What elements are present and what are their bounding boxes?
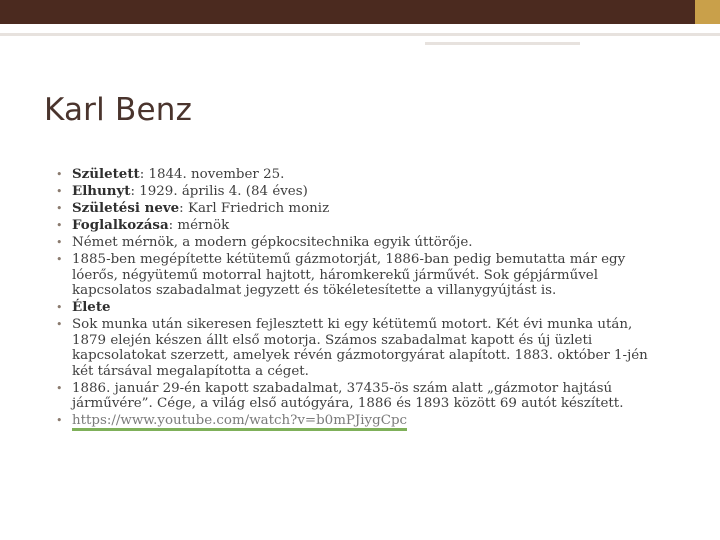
list-item xyxy=(52,235,664,251)
list-item xyxy=(52,184,664,200)
item-label: Foglalkozása xyxy=(72,217,169,233)
decor-stripe xyxy=(0,33,425,36)
item-text: : 1844. november 25. xyxy=(139,167,285,182)
item-text: : 1929. április 4. (84 éves) xyxy=(130,184,308,199)
list-item xyxy=(52,413,664,429)
bullet-icon: • xyxy=(56,318,63,331)
decor-stripe xyxy=(425,42,580,45)
bullet-icon: • xyxy=(56,381,63,395)
slide-title: Karl Benz xyxy=(44,92,193,128)
bullet-list xyxy=(52,167,664,430)
bullet-icon: • xyxy=(56,202,63,215)
bullet-icon: • xyxy=(56,185,63,198)
list-item xyxy=(52,252,664,299)
item-text: : mérnök xyxy=(168,218,230,233)
list-item xyxy=(52,300,664,316)
item-text: Sok munka után sikeresen fejlesztett ki egy kétütemű motort. Két évi munka után, 1879 elején készen állt első motorja. Számos szabadalmat kapott és új üzleti kapcsolatokat szerzett, amelyek révén gázmotorgyárat alapított. 1883. október 1-jén két társával megalapította a céget. xyxy=(72,317,648,379)
item-label: Születési neve xyxy=(72,200,180,216)
section-heading: Élete xyxy=(72,299,111,315)
bullet-icon: • xyxy=(56,253,63,266)
youtube-link[interactable]: https://www.youtube.com/watch?v=b0mPJiygCpc xyxy=(72,413,407,431)
top-bar xyxy=(0,0,720,24)
bullet-icon: • xyxy=(56,168,63,181)
item-text: 1886. január 29-én kapott szabadalmat, 37435-ös szám alatt „gázmotor hajtású járművére”. Cége, a világ első autógyára, 1886 és 1893 között 69 autót készített. xyxy=(72,380,624,411)
list-item xyxy=(52,317,664,379)
list-item xyxy=(52,381,664,412)
item-text: 1885-ben megépítette kétütemű gázmotorját, 1886-ban pedig bemutatta már egy lóerős, négyütemű motorral hajtott, háromkerekű járművét. Sok gépjárművel kapcsolatos szabadalmat jegyzett és tökéletesítette a villanygyújtást is. xyxy=(72,252,626,298)
list-item xyxy=(52,218,664,234)
item-text: : Karl Friedrich moniz xyxy=(179,201,330,216)
item-text: Német mérnök, a modern gépkocsitechnika egyik úttörője. xyxy=(72,235,473,250)
bullet-icon: • xyxy=(56,219,63,232)
top-bar-accent xyxy=(695,0,720,24)
bullet-icon: • xyxy=(56,236,63,249)
bullet-icon: • xyxy=(56,301,63,314)
decor-stripe xyxy=(425,33,720,36)
list-item xyxy=(52,167,664,183)
item-label: Született xyxy=(72,166,140,182)
bullet-icon: • xyxy=(56,414,63,427)
list-item xyxy=(52,201,664,217)
item-label: Elhunyt xyxy=(72,183,131,199)
